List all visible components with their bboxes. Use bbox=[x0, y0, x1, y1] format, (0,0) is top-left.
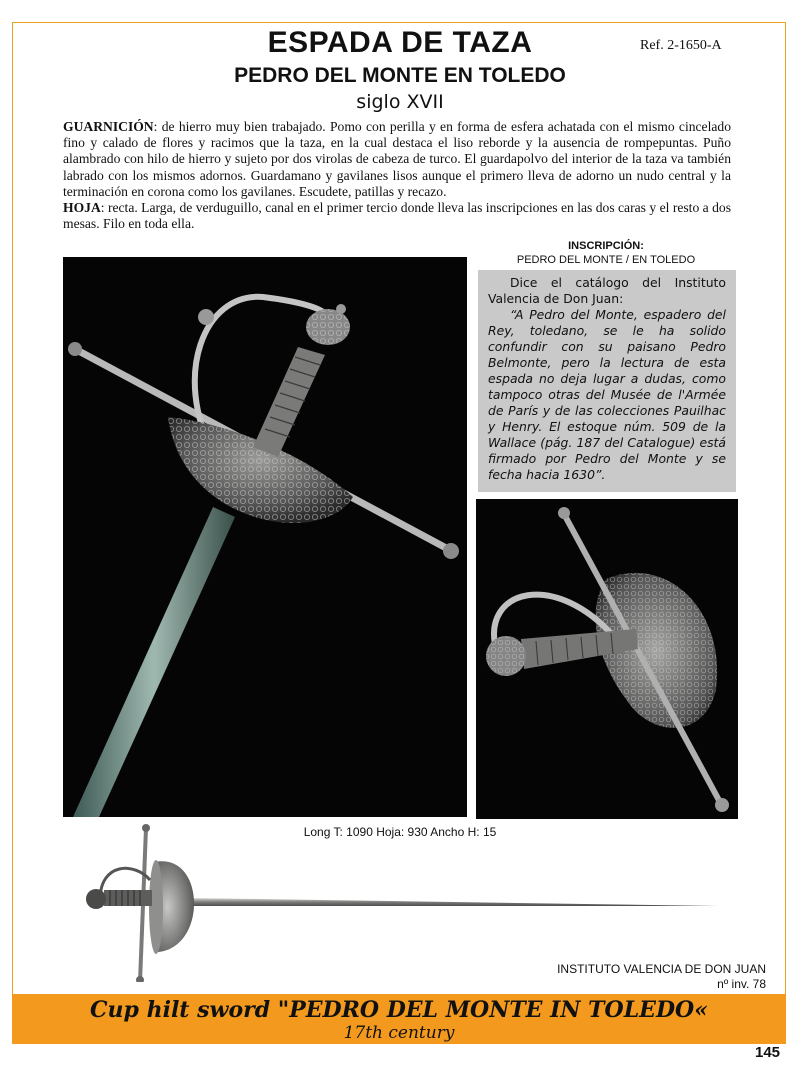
century-label: siglo XVII bbox=[356, 91, 444, 113]
catalog-quote: “A Pedro del Monte, espadero del Rey, toledano, se le ha solido confundir con su paisano Pedro Belmonte, pero la lectura de esta espada no deja lugar a dudas, como tampoco otras del Musée de l'Armée de París y de las colecciones Pauilhac y Henry. El estoque núm. 509 de la Wallace (pág. 187 del Catalogue) está firmado por Pedro del Monte y se fecha hacia 1630”. bbox=[488, 307, 726, 482]
guarnicion-paragraph bbox=[63, 119, 731, 200]
hoja-paragraph bbox=[63, 200, 731, 232]
english-title-banner bbox=[12, 994, 786, 1044]
hilt-closeup-illustration bbox=[63, 257, 467, 817]
hoja-text: : recta. Larga, de verduguillo, canal en el primer tercio donde lleva las inscripciones en las dos caras y el resto a dos mesas. Filo en toda ella. bbox=[63, 200, 731, 232]
catalog-quote-box bbox=[478, 270, 736, 492]
reference-number: Ref. 2-1650-A bbox=[640, 38, 722, 53]
institution-name: INSTITUTO VALENCIA DE DON JUAN bbox=[557, 962, 766, 976]
page-number: 145 bbox=[755, 1044, 781, 1061]
hilt-side-illustration bbox=[476, 499, 738, 819]
hilt-side-photo bbox=[476, 499, 738, 819]
catalog-intro: Dice el catálogo del Instituto Valencia de Don Juan: bbox=[488, 275, 726, 306]
inscription-heading: INSCRIPCIÓN: bbox=[568, 240, 644, 252]
inscription-block bbox=[488, 239, 724, 267]
full-sword-photo bbox=[80, 822, 730, 982]
inventory-number: nº inv. 78 bbox=[717, 977, 766, 991]
description bbox=[63, 119, 731, 232]
inscription-text: PEDRO DEL MONTE / EN TOLEDO bbox=[516, 254, 696, 266]
hilt-closeup-photo bbox=[63, 257, 467, 817]
guarnicion-text: : de hierro muy bien trabajado. Pomo con perilla y en forma de esfera achatada con el mismo cincelado fino y calado de flores y racimos que la taza, en la cual destaca el liso reborde y la ausencia de rompepuntas. Puño alambrado con hilo de hierro y sujeto por dos virolas de cabeza de turco. El guardapolvo del interior de la taza va también labrado con los mismos adornos. Guardamano y gavilanes lisos aunque el primero lleva de adorno un nudo central y la terminación en corona como los gavilanes. Escudete, patillas y recazo. bbox=[63, 119, 731, 199]
measurements: Long T: 1090 Hoja: 930 Ancho H: 15 bbox=[303, 825, 497, 839]
page-subtitle: PEDRO DEL MONTE EN TOLEDO bbox=[234, 64, 566, 87]
hoja-label: HOJA bbox=[63, 200, 101, 216]
page-title: ESPADA DE TAZA bbox=[267, 26, 533, 59]
institution-credit bbox=[470, 962, 766, 992]
english-century: 17th century bbox=[343, 1023, 455, 1043]
guarnicion-label: GUARNICIÓN bbox=[63, 119, 154, 134]
english-title: Cup hilt sword "PEDRO DEL MONTE IN TOLEDO« bbox=[90, 997, 708, 1023]
